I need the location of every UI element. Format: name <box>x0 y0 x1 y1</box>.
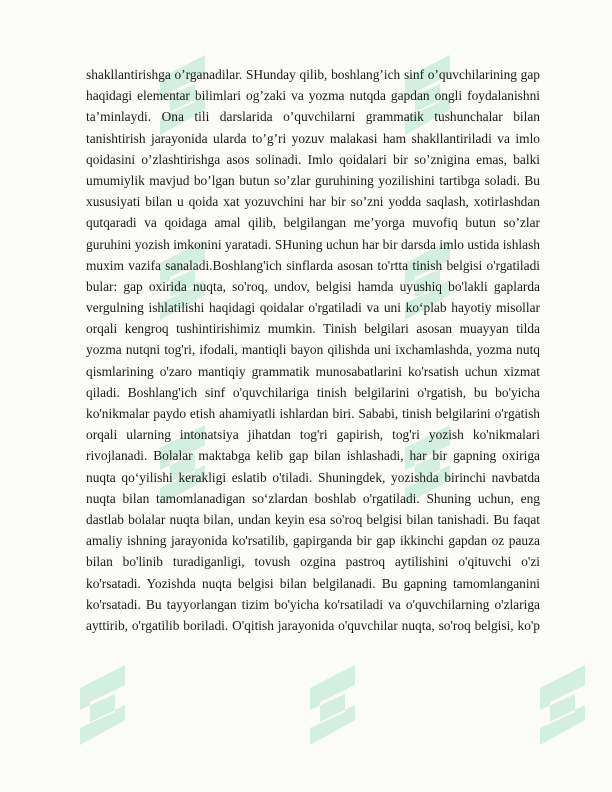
green-s-logo-watermark-icon <box>70 650 140 760</box>
text-line: qismlarining o'zaro mantiqiy grammatik munosabatlarini ko'rsatish uchun xizmat <box>86 363 540 379</box>
text-line: haqidagi elementar bilimlari og’zaki va yozma nutqda gapdan ongli foydalanishni <box>86 88 540 104</box>
text-line: ayttirib, o'rgatilib boriladi. O'qitish jarayonida o'quvchilar nuqta, so'roq belgisi, ko'p <box>86 617 540 633</box>
text-line: ko'rsatadi. Bu tayyorlangan tizim bo'yicha ko'rsatiladi va o'quvchilarning o'zlariga <box>86 596 540 612</box>
text-line: shakllantirishga o’rganadilar. SHunday qilib, boshlang’ich sinf o’quvchilarining gap <box>86 67 540 82</box>
text-line: xususiyati bilan u qoida xat yozuvchini har bir so’zni yodda saqlash, xotirlashdan <box>86 194 540 210</box>
text-line: bilan bo'linib turadiganligi, tovush ozgina pastroq aytilishini o'qituvchi o'zi <box>86 554 540 570</box>
text-line: dastlab bolalar nuqta bilan, undan keyin esa so'roq belgisi bilan tanishadi. Bu faqat <box>86 511 540 527</box>
text-line: orqali kengroq tushintirishimiz mumkin. Tinish belgilari asosan muayyan tilda <box>86 321 540 337</box>
text-line: nuqta bilan tamomlanadigan so‘zlardan boshlab o'rgatiladi. Shuning uchun, eng <box>86 490 540 506</box>
text-line: guruhini yozish imkonini yaratadi. SHuning uchun har bir darsda imlo ustida ishlash <box>86 236 540 252</box>
text-line: amaliy ishning jarayonida ko'rsatilib, gapirganda bir gap ikkinchi gapdan oz pauza <box>86 533 540 549</box>
text-line: ko'rsatadi. Yozishda nuqta belgisi bilan belgilanadi. Bu gapning tamomlanganini <box>86 575 540 591</box>
text-line: bular: gap oxirida nuqta, so'roq, undov, belgisi hamda uyushiq bo'lakli gaplarda <box>86 278 540 294</box>
text-line: tanishtirish jarayonida ularda to’g’ri yozuv malakasi ham shakllantiriladi va imlo <box>86 130 540 146</box>
text-line: yozma nutqni tog'ri, ifodali, mantiqli bayon qilishda uni ixchamlashda, yozma nutq <box>86 342 540 358</box>
green-s-logo-watermark-icon <box>530 650 600 760</box>
text-line: qoidasini o’zlashtirishga asos solinadi. Imlo qoidalari bir so’znigina emas, balki <box>86 151 540 167</box>
green-s-logo-watermark-icon <box>300 650 370 760</box>
text-line: umumiylik mavjud bo’lgan butun so’zlar guruhining yozilishini tartibga soladi. Bu <box>86 172 540 188</box>
text-line: ko'nikmalar paydo etish ahamiyatli ishlardan biri. Sababi, tinish belgilarini o'rgatish <box>86 406 540 421</box>
text-line: muxim vazifa sanaladi.Boshlang'ich sinflarda asosan to'rtta tinish belgisi o'rgatiladi <box>86 257 540 273</box>
text-line: orqali ularning intonatsiya jihatdan tog'ri gapirish, tog'ri yozish ko'nikmalari <box>86 427 540 443</box>
text-line: rivojlanadi. Bolalar maktabga kelib gap bilan ishlashadi, har bir gapning oxiriga <box>86 448 540 464</box>
text-line: nuqta qo‘yilishi kerakligi eslatib o'tiladi. Shuningdek, yozishda birinchi navbatda <box>86 469 540 485</box>
body-paragraph <box>86 64 540 636</box>
text-line: qutqaradi va qoidaga amal qilib, belgilangan me’yorga muvofiq butun so’zlar <box>86 215 540 231</box>
text-line: ta’minlaydi. Ona tili darslarida o’quvchilarni grammatik tushunchalar bilan <box>86 109 540 125</box>
text-line: vergulning ishlatilishi haqidagi qoidalar o'rgatiladi va uni ko‘plab hayotiy misollar <box>86 300 540 316</box>
text-line: qiladi. Boshlang'ich sinf o'quvchilariga tinish belgilarini o'rgatish, bu bo'yicha <box>86 384 540 400</box>
